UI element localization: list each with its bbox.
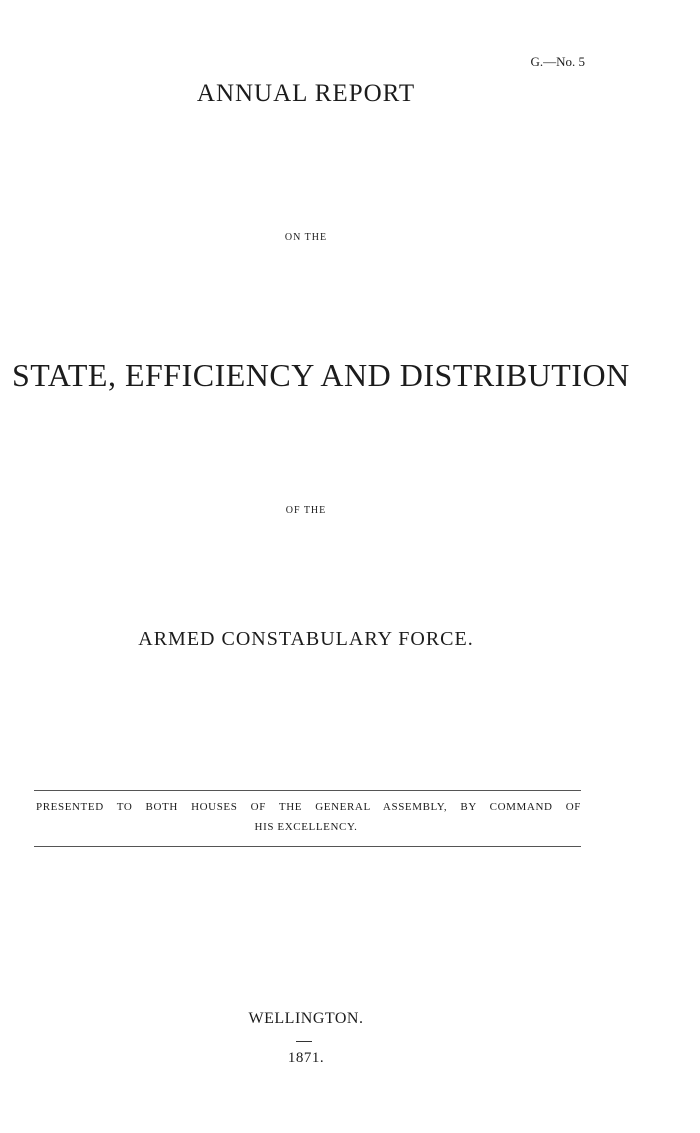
imprint-year: 1871. bbox=[287, 1050, 325, 1066]
report-title: ANNUAL REPORT bbox=[196, 80, 416, 107]
bottom-divider bbox=[34, 846, 581, 847]
imprint-place: WELLINGTON. bbox=[248, 1010, 364, 1027]
document-reference: G.—No. 5 bbox=[530, 54, 585, 69]
report-subject: STATE, EFFICIENCY AND DISTRIBUTION bbox=[12, 357, 630, 393]
presentation-line-2: HIS EXCELLENCY. bbox=[254, 821, 358, 833]
title-connector-of-the: OF THE bbox=[285, 505, 327, 516]
presentation-line-1: PRESENTED TO BOTH HOUSES OF THE GENERAL ASSEMBLY, BY COMMAND OF bbox=[36, 801, 581, 813]
force-name: ARMED CONSTABULARY FORCE. bbox=[138, 628, 474, 650]
top-divider bbox=[34, 790, 581, 791]
imprint-dash bbox=[296, 1041, 312, 1042]
title-connector-on-the: ON THE bbox=[284, 232, 328, 243]
